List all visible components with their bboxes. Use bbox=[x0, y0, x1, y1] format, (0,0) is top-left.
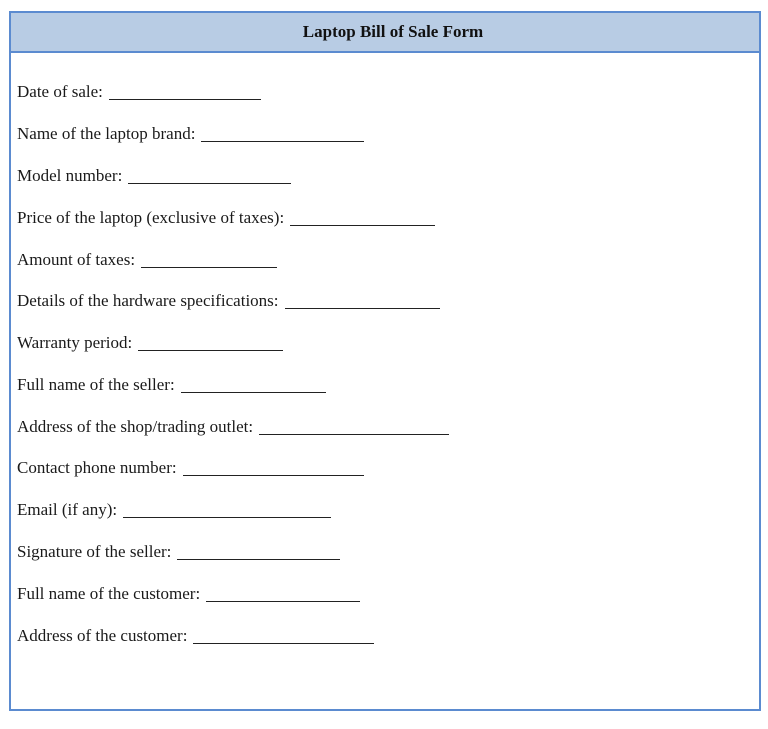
field-hardware-specifications bbox=[17, 291, 440, 311]
seller-signature-blank-line[interactable] bbox=[177, 543, 340, 560]
field-label: Signature of the seller: bbox=[17, 542, 172, 561]
field-contact-phone bbox=[17, 458, 364, 478]
field-date-of-sale bbox=[17, 82, 261, 102]
field-customer-address bbox=[17, 626, 374, 646]
customer-address-blank-line[interactable] bbox=[193, 627, 374, 644]
field-price-excl-taxes bbox=[17, 208, 435, 228]
form-header bbox=[11, 13, 759, 53]
field-label: Contact phone number: bbox=[17, 458, 177, 477]
warranty-period-blank-line[interactable] bbox=[138, 334, 283, 351]
field-customer-full-name bbox=[17, 584, 360, 604]
field-email bbox=[17, 500, 331, 520]
customer-full-name-blank-line[interactable] bbox=[206, 585, 360, 602]
price-excl-taxes-blank-line[interactable] bbox=[290, 209, 435, 226]
field-label: Address of the shop/trading outlet: bbox=[17, 417, 254, 436]
field-label: Address of the customer: bbox=[17, 626, 188, 645]
field-label: Full name of the seller: bbox=[17, 375, 175, 394]
contact-phone-blank-line[interactable] bbox=[183, 459, 364, 476]
field-label: Date of sale: bbox=[17, 82, 103, 101]
date-of-sale-blank-line[interactable] bbox=[109, 83, 261, 100]
field-label: Model number: bbox=[17, 166, 123, 185]
field-laptop-brand bbox=[17, 124, 364, 144]
model-number-blank-line[interactable] bbox=[128, 167, 291, 184]
form-title: Laptop Bill of Sale Form bbox=[302, 22, 484, 41]
field-seller-signature bbox=[17, 542, 340, 562]
seller-full-name-blank-line[interactable] bbox=[181, 376, 326, 393]
field-label: Email (if any): bbox=[17, 500, 118, 519]
laptop-brand-blank-line[interactable] bbox=[201, 125, 364, 142]
field-amount-of-taxes bbox=[17, 250, 277, 270]
field-warranty-period bbox=[17, 333, 283, 353]
field-label: Name of the laptop brand: bbox=[17, 124, 196, 143]
field-label: Full name of the customer: bbox=[17, 584, 201, 603]
bill-of-sale-form bbox=[9, 11, 761, 711]
field-label: Price of the laptop (exclusive of taxes): bbox=[17, 208, 285, 227]
field-label: Details of the hardware specifications: bbox=[17, 291, 279, 310]
shop-address-blank-line[interactable] bbox=[259, 418, 449, 435]
field-label: Warranty period: bbox=[17, 333, 133, 352]
field-model-number bbox=[17, 166, 291, 186]
hardware-specifications-blank-line[interactable] bbox=[285, 292, 440, 309]
field-label: Amount of taxes: bbox=[17, 250, 136, 269]
amount-of-taxes-blank-line[interactable] bbox=[141, 251, 277, 268]
field-shop-address bbox=[17, 417, 449, 437]
email-blank-line[interactable] bbox=[123, 501, 331, 518]
field-seller-full-name bbox=[17, 375, 326, 395]
